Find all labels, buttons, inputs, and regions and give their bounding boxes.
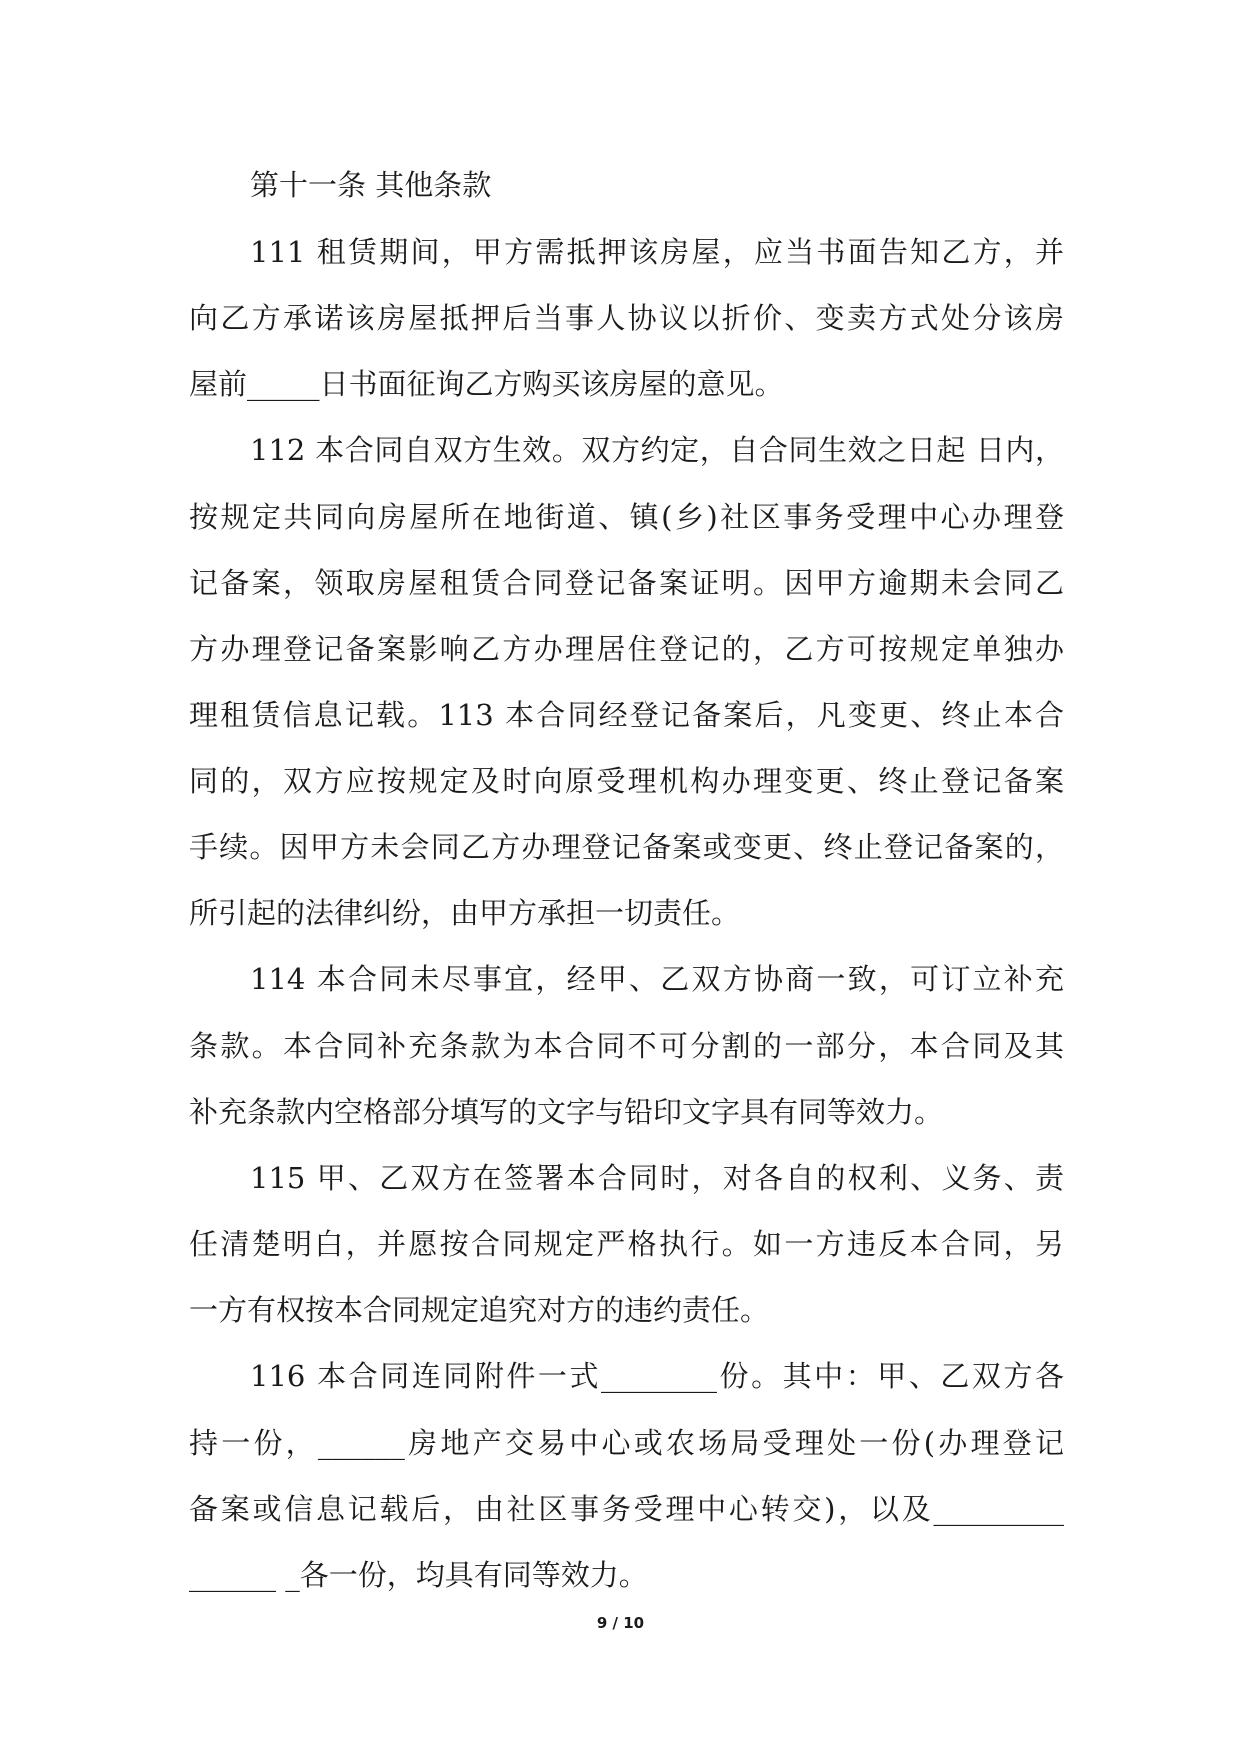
text-line: 所引起的法律纠纷，由甲方承担一切责任。 <box>189 896 741 930</box>
text-line: 补充条款内空格部分填写的文字与铅印文字具有同等效力。 <box>189 1095 944 1129</box>
text-line: 手续。因甲方未会同乙方办理登记备案或变更、终止登记备案的， <box>189 830 1064 864</box>
text-line: 112 本合同自双方生效。双方约定，自合同生效之日起 日内， <box>250 433 1064 467</box>
text-line: 一方有权按本合同规定追究对方的违约责任。 <box>189 1293 770 1327</box>
page-number: 9 / 10 <box>596 1614 645 1632</box>
text-line: 115 甲、乙双方在签署本合同时，对各自的权利、义务、责 <box>250 1161 1064 1195</box>
text-line: 屋前_____日书面征询乙方购买该房屋的意见。 <box>189 367 784 401</box>
text-line: 向乙方承诺该房屋抵押后当事人协议以折价、变卖方式处分该房 <box>189 301 1064 335</box>
text-line: 条款。本合同补充条款为本合同不可分割的一部分，本合同及其 <box>189 1029 1064 1063</box>
text-line: 111 租赁期间，甲方需抵押该房屋，应当书面告知乙方，并 <box>250 235 1064 269</box>
text-line: 任清楚明白，并愿按合同规定严格执行。如一方违反本合同，另 <box>189 1227 1064 1261</box>
text-line: 持一份，______房地产交易中心或农场局受理处一份(办理登记 <box>189 1426 1064 1460</box>
text-line: 114 本合同未尽事宜，经甲、乙双方协商一致，可订立补充 <box>250 962 1064 996</box>
article-heading: 第十一条 其他条款 <box>250 168 492 202</box>
text-line: 按规定共同向房屋所在地街道、镇(乡)社区事务受理中心办理登 <box>189 500 1064 534</box>
text-line: 同的，双方应按规定及时向原受理机构办理变更、终止登记备案 <box>189 764 1064 798</box>
text-line: 116 本合同连同附件一式________份。其中：甲、乙双方各 <box>250 1359 1064 1393</box>
text-line: 记备案，领取房屋租赁合同登记备案证明。因甲方逾期未会同乙 <box>189 566 1064 600</box>
text-line: 方办理登记备案影响乙方办理居住登记的，乙方可按规定单独办 <box>189 632 1064 666</box>
text-line: ______ _各一份，均具有同等效力。 <box>189 1558 648 1592</box>
text-line: 理租赁信息记载。113 本合同经登记备案后，凡变更、终止本合 <box>189 698 1064 732</box>
text-line: 备案或信息记载后，由社区事务受理中心转交)，以及_________ <box>189 1492 1064 1526</box>
